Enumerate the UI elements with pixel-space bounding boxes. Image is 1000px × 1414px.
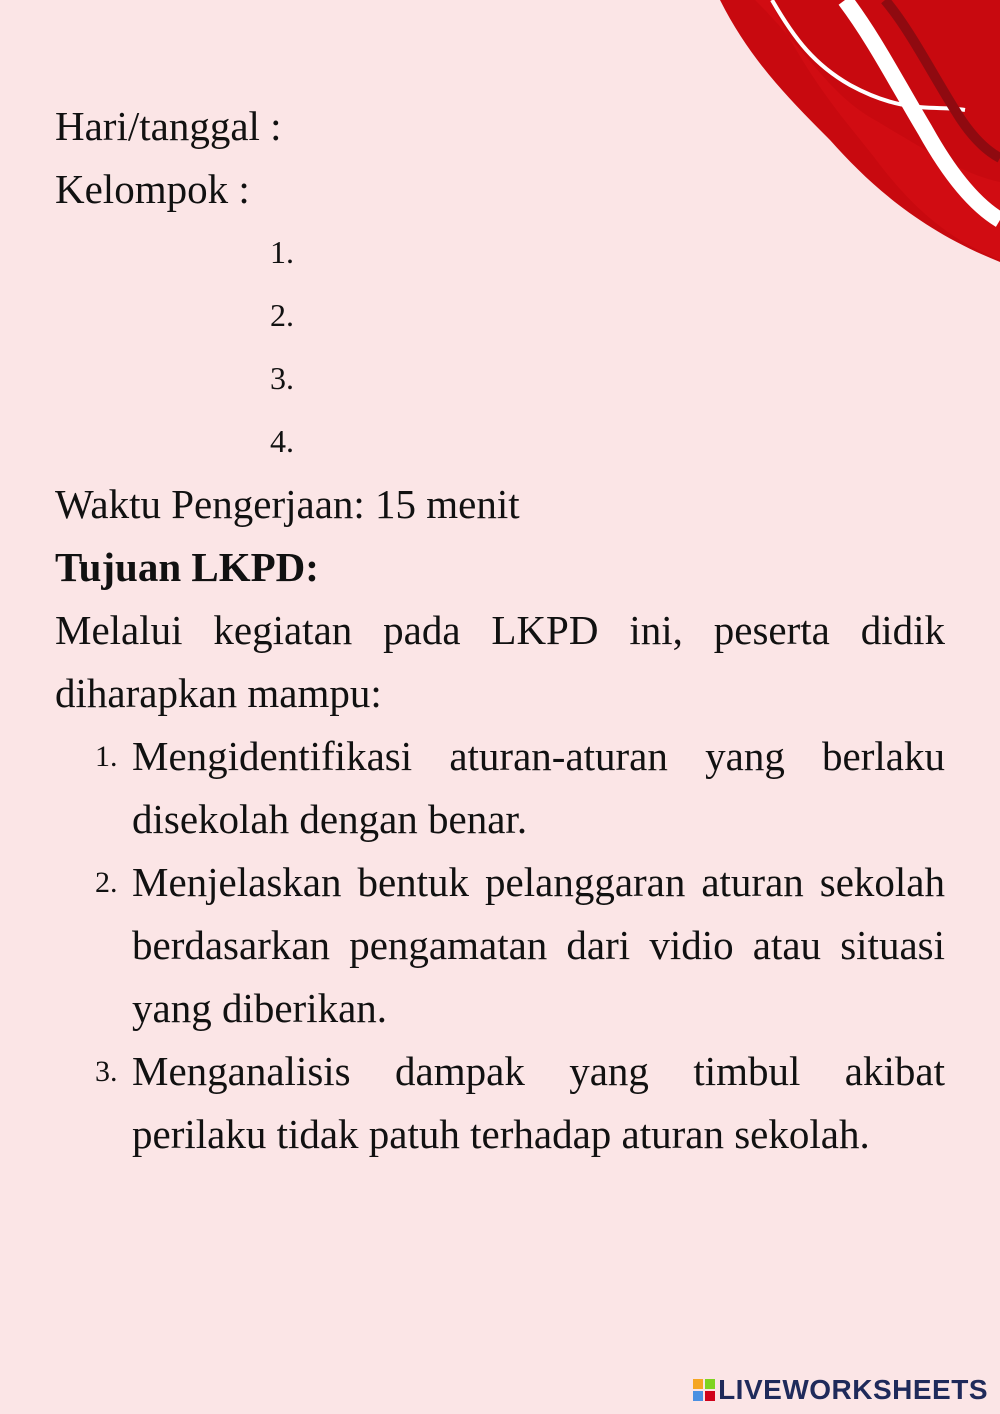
objectives-intro: Melalui kegiatan pada LKPD ini, peserta didik diharapkan mampu:	[55, 607, 945, 716]
work-time-label: Waktu Pengerjaan: 15 menit	[55, 481, 520, 527]
objective-item	[55, 1040, 945, 1166]
objective-item	[55, 725, 945, 851]
objective-item	[55, 851, 945, 1040]
group-member-list	[55, 221, 945, 473]
watermark-text: LIVEWORKSHEETS	[718, 1374, 988, 1405]
group-member-item: 2.	[270, 297, 294, 333]
objective-number: 3.	[95, 1055, 118, 1088]
worksheet-page	[55, 95, 945, 1166]
objectives-list	[55, 725, 945, 1166]
date-label: Hari/tanggal :	[55, 103, 282, 149]
objective-text: Menganalisis dampak yang timbul akibat perilaku tidak patuh terhadap aturan sekolah.	[132, 1048, 945, 1157]
group-member-item: 3.	[270, 360, 294, 396]
objective-number: 1.	[95, 740, 118, 773]
liveworksheets-logo-icon	[693, 1379, 715, 1401]
objectives-heading: Tujuan LKPD:	[55, 544, 319, 590]
group-member-item: 1.	[270, 234, 294, 270]
objective-number: 2.	[95, 866, 118, 899]
group-label: Kelompok :	[55, 166, 250, 212]
liveworksheets-watermark	[693, 1374, 988, 1406]
group-member-item: 4.	[270, 423, 294, 459]
objective-text: Mengidentifikasi aturan-aturan yang berlaku disekolah dengan benar.	[132, 733, 945, 842]
objective-text: Menjelaskan bentuk pelanggaran aturan sekolah berdasarkan pengamatan dari vidio atau situasi yang diberikan.	[132, 859, 945, 1031]
